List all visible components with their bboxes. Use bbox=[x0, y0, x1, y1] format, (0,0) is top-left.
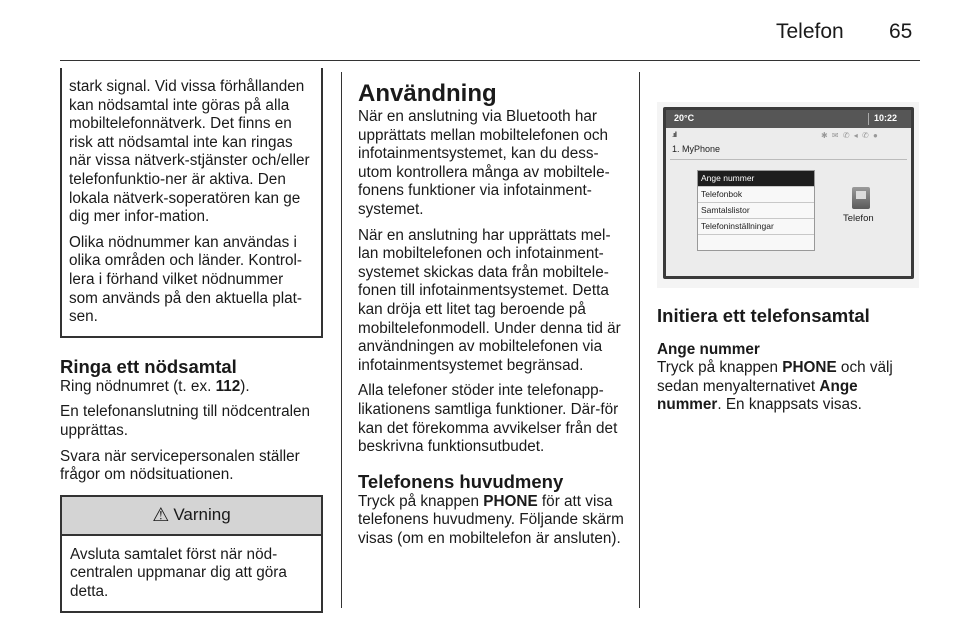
phone-key-label: PHONE bbox=[483, 492, 538, 510]
usage-paragraph-1: När en anslutning via Bluetooth har upprättats mellan mobiltelefonen och infotainmentsystemet, kan du dess-utom kontrollera många av mobiltele-fonens funktioner via infotainment-systemet. bbox=[358, 108, 610, 218]
emergency-paragraph-1 bbox=[60, 378, 323, 397]
emergency-number: 112 bbox=[215, 377, 241, 395]
text-run: Ring nödnumret (t. ex. bbox=[60, 377, 216, 395]
infotainment-display bbox=[666, 110, 911, 276]
warning-box bbox=[60, 495, 323, 614]
phone-key-label: PHONE bbox=[782, 359, 837, 376]
column-divider-right bbox=[639, 72, 640, 608]
text-run: ). bbox=[240, 377, 250, 395]
status-icons: ✱ ✉ ✆ ◂ ✆ ● bbox=[821, 131, 879, 140]
infotainment-display-frame bbox=[663, 107, 914, 279]
warning-title: Varning bbox=[173, 505, 231, 525]
text-run: Tryck på knappen bbox=[358, 492, 484, 510]
phone-app-icon bbox=[852, 187, 870, 209]
signal-strength-icon: .ııll bbox=[672, 132, 676, 139]
warning-body bbox=[62, 536, 321, 612]
temperature-readout: 20°C bbox=[674, 113, 695, 123]
menu-item-samtalslistor[interactable]: Samtalslistor bbox=[698, 203, 814, 219]
text-run: . En knappsats visas. bbox=[717, 396, 862, 414]
section-heading-initiate-call: Initiera ett telefonsamtal bbox=[657, 305, 870, 326]
phone-menu bbox=[697, 170, 815, 251]
note-paragraph-1: stark signal. Vid vissa förhållanden kan nödsamtal inte göras på alla mobiltelefonnätverk. Det finns en risk att nödsamtal inte kan ringas när vissa nätverk-stjänster och/eller telefonfunktio-ner är aktiva. Den lokala nätverk-soperatören kan ge dig mer infor-mation. bbox=[69, 78, 310, 226]
left-column bbox=[60, 78, 323, 613]
menu-item-empty bbox=[698, 235, 814, 250]
status-bar bbox=[666, 110, 911, 128]
infotainment-screenshot bbox=[657, 102, 919, 288]
menu-item-ange-nummer[interactable]: Ange nummer bbox=[698, 171, 814, 187]
warning-header bbox=[62, 497, 321, 536]
usage-paragraph-3: Alla telefoner stöder inte telefonapp-likationens samtliga funktioner. Där-för kan det förekomma avvikelser från det beskrivna funktionsutbudet. bbox=[358, 382, 619, 456]
header-title: Telefon bbox=[776, 20, 844, 43]
menu-item-telefoninstallningar[interactable]: Telefoninställningar bbox=[698, 219, 814, 235]
header-divider bbox=[60, 60, 920, 61]
screen-divider bbox=[670, 159, 907, 160]
usage-paragraph-2: När en anslutning har upprättats mel-lan mobiltelefonen och infotainment-systemet skickas data från mobiltele-fonen till infotainmentsystemet. Detta kan dröja ett litet tag beroende på mobiltelefonmodell. Under denna tid är användningen av mobiltelefonen via infotainmentsystemet begränsad. bbox=[358, 226, 621, 374]
note-paragraph-2: Olika nödnummer kan användas i olika områden och länder. Kontrol-lera i förhand vilket nödnummer som används på den aktuella plat-sen. bbox=[69, 233, 303, 326]
right-column bbox=[657, 305, 919, 422]
menu-item-telefonbok[interactable]: Telefonbok bbox=[698, 187, 814, 203]
page-number: 65 bbox=[889, 20, 913, 43]
app-label: Telefon bbox=[843, 213, 874, 224]
column-divider-left bbox=[341, 72, 342, 608]
status-divider bbox=[868, 113, 869, 125]
section-heading-main-menu: Telefonens huvudmeny bbox=[358, 470, 564, 492]
main-menu-paragraph bbox=[358, 493, 624, 549]
emergency-paragraph-2: En telefonanslutning till nödcentralen upprättas. bbox=[60, 403, 311, 439]
sub-heading-enter-number: Ange nummer bbox=[657, 341, 760, 358]
text-run: och välj sedan menyalternativet bbox=[657, 359, 893, 395]
menu-option-label: Ange nummer bbox=[657, 377, 858, 414]
warning-triangle-icon: ⚠ bbox=[152, 504, 170, 526]
section-heading-emergency: Ringa ett nödsamtal bbox=[60, 355, 237, 377]
emergency-paragraph-3: Svara när servicepersonalen ställer frågor om nödsituationen. bbox=[60, 447, 300, 484]
middle-column bbox=[358, 80, 624, 555]
clock-readout: 10:22 bbox=[874, 113, 898, 123]
warning-text: Avsluta samtalet först när nöd-centralen uppmanar dig att göra detta. bbox=[70, 545, 287, 600]
section-heading-usage: Användning bbox=[358, 80, 497, 107]
continued-note-box bbox=[60, 68, 323, 338]
text-run: för att visa telefonens huvudmeny. Följande skärm visas (om en mobiltelefon är ansluten). bbox=[358, 492, 624, 547]
initiate-call-paragraph bbox=[657, 359, 919, 415]
text-run: Tryck på knappen bbox=[657, 359, 783, 376]
connected-phone-name: 1. MyPhone bbox=[672, 144, 721, 154]
